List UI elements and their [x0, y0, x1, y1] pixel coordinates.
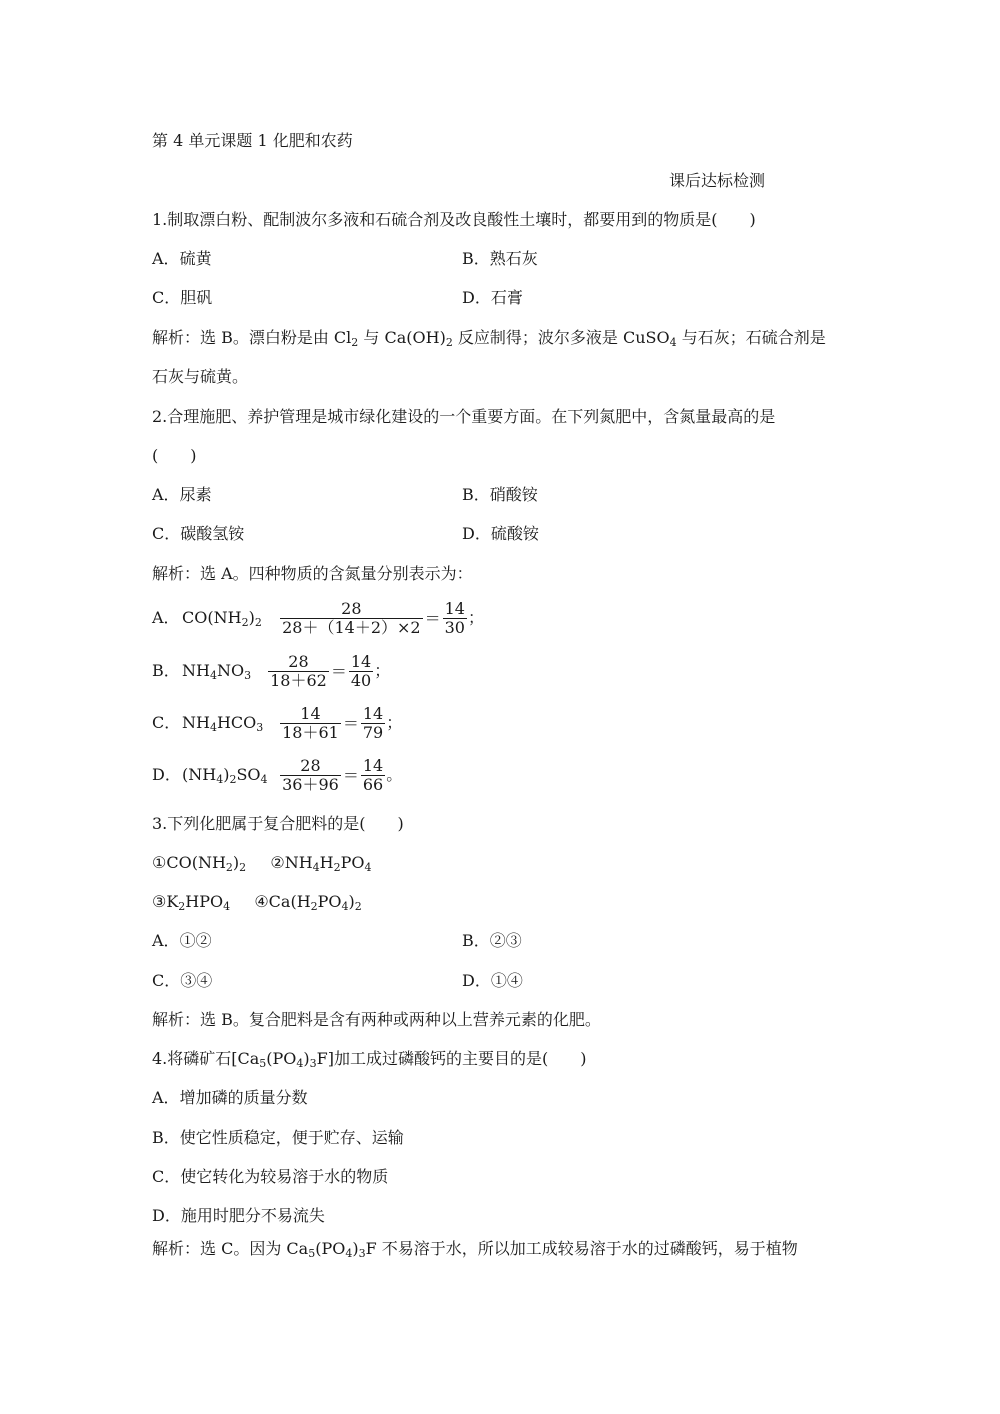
subscript: 4: [312, 861, 320, 874]
option-text: 碳酸氢铵: [180, 524, 245, 543]
q2-stem-line2: ( ): [152, 446, 197, 465]
denominator: 18＋62: [270, 671, 327, 690]
denominator: 66: [362, 775, 384, 794]
text: 与石灰；石硫合剂是: [676, 328, 826, 347]
formula-label: B．: [152, 661, 180, 680]
option-label: C．: [152, 288, 181, 307]
text: HCO: [216, 713, 257, 732]
text: (PO: [315, 1239, 346, 1258]
punctuation: ；: [386, 713, 403, 732]
option-text: 胆矾: [180, 288, 213, 307]
subscript: 4: [364, 861, 372, 874]
item-marker: ③: [152, 892, 167, 911]
text: ): [352, 1239, 359, 1258]
option-label: C．: [152, 971, 181, 990]
subscript: 2: [310, 900, 318, 913]
q2-analysis-intro: 解析：选 A。四种物质的含氮量分别表示为：: [152, 564, 473, 583]
numerator: 14: [350, 652, 372, 671]
text: F]加工成过磷酸钙的主要目的是( ): [316, 1049, 587, 1068]
subscript: 2: [239, 861, 247, 874]
subscript: 4: [345, 1247, 353, 1260]
option-label: B．: [462, 249, 490, 268]
q3-stem: 3.下列化肥属于复合肥料的是( ): [152, 814, 404, 833]
formula-name: [182, 703, 274, 743]
q3-option-c: [152, 970, 212, 992]
q4-analysis: [152, 1238, 798, 1260]
option-label: D．: [462, 288, 491, 307]
denominator: 18＋61: [282, 723, 339, 742]
punctuation: ；: [374, 661, 391, 680]
formula-label: D．: [152, 765, 181, 784]
text: PO: [317, 892, 342, 911]
subscript: 4: [223, 900, 231, 913]
subscript: 4: [341, 900, 349, 913]
text: 解析：选 B。漂白粉是由 Cl: [152, 328, 352, 347]
q1-option-c: [152, 287, 212, 309]
formula-label: A．: [152, 608, 180, 627]
option-text: ②③: [489, 931, 522, 950]
q3-option-b: [462, 930, 522, 952]
fraction: [280, 600, 423, 637]
text: NH: [182, 661, 210, 680]
q3-option-a: [152, 930, 212, 952]
equals-sign: ＝: [424, 608, 441, 628]
text: HPO: [185, 892, 224, 911]
q2-option-a: [152, 484, 212, 506]
subscript: 3: [256, 721, 264, 734]
text: H: [319, 853, 334, 872]
text: ): [248, 608, 255, 627]
option-label: C．: [152, 1167, 181, 1186]
subscript: 2: [229, 773, 237, 786]
option-label: A．: [152, 485, 180, 504]
numerator: 14: [444, 599, 465, 618]
equals-sign: ＝: [330, 661, 347, 681]
option-label: A．: [152, 931, 180, 950]
text: (PO: [266, 1049, 297, 1068]
denominator: 40: [350, 671, 372, 690]
subscript: 2: [354, 900, 362, 913]
option-text: 硫黄: [179, 249, 212, 268]
q3-analysis: 解析：选 B。复合肥料是含有两种或两种以上营养元素的化肥。: [152, 1010, 601, 1029]
option-text: 使它转化为较易溶于水的物质: [180, 1167, 389, 1186]
section-heading: 课后达标检测: [669, 171, 766, 190]
subscript: 4: [209, 669, 217, 682]
q4-option-a: [152, 1087, 308, 1109]
equals-sign: ＝: [342, 765, 359, 785]
text: Ca(H: [268, 892, 311, 911]
q1-stem: 1.制取漂白粉、配制波尔多液和石硫合剂及改良酸性土壤时，都要用到的物质是( ): [152, 210, 756, 229]
subscript: 2: [445, 336, 453, 349]
q4-stem: [152, 1048, 587, 1070]
subscript: 4: [209, 721, 217, 734]
option-label: A．: [152, 249, 180, 268]
numerator: 28: [341, 599, 362, 618]
q4-option-c: [152, 1166, 388, 1188]
subscript: 4: [216, 773, 224, 786]
denominator: 30: [444, 618, 465, 637]
formula-name: [182, 651, 262, 691]
option-label: D．: [152, 1206, 181, 1225]
text: F 不易溶于水，所以加工成较易溶于水的过磷酸钙，易于植物: [365, 1239, 798, 1258]
q3-items-line2: [152, 891, 362, 913]
text: NO: [216, 661, 245, 680]
denominator: 79: [362, 723, 384, 742]
option-text: 施用时肥分不易流失: [180, 1206, 325, 1225]
equals-sign: ＝: [342, 713, 359, 733]
q2-formula-d: [152, 755, 402, 795]
text: ): [348, 892, 355, 911]
subscript: 2: [333, 861, 341, 874]
subscript: 4: [669, 336, 677, 349]
option-text: ③④: [180, 971, 213, 990]
result-fraction: [349, 653, 373, 690]
document-title: 第 4 单元课题 1 化肥和农药: [152, 131, 353, 150]
subscript: 2: [225, 861, 233, 874]
punctuation: 。: [386, 765, 403, 784]
text: 4.将磷矿石[Ca: [152, 1049, 260, 1068]
q3-items-line1: [152, 852, 371, 874]
text: CO(NH: [166, 853, 226, 872]
q2-formula-a: [152, 598, 484, 638]
q2-option-c: [152, 523, 244, 545]
option-text: 使它性质稳定，便于贮存、运输: [179, 1128, 404, 1147]
fraction: [280, 705, 341, 742]
fraction: [280, 757, 341, 794]
q4-option-d: [152, 1205, 325, 1227]
text: 反应制得；波尔多液是 CuSO: [452, 328, 670, 347]
denominator: 28＋（14＋2）×2: [282, 618, 421, 637]
q4-option-b: [152, 1127, 404, 1149]
text: ): [223, 765, 230, 784]
text: 与 Ca(OH): [358, 328, 446, 347]
subscript: 2: [351, 336, 359, 349]
option-text: 熟石灰: [489, 249, 538, 268]
numerator: 14: [362, 704, 384, 723]
q2-option-d: [462, 523, 539, 545]
q1-option-a: [152, 248, 212, 270]
q1-option-d: [462, 287, 523, 309]
formula-name: [182, 755, 274, 795]
option-label: A．: [152, 1088, 180, 1107]
q1-analysis-line2: 石灰与硫黄。: [152, 367, 249, 386]
option-text: 硫酸铵: [490, 524, 539, 543]
text: (NH: [182, 765, 217, 784]
option-text: 硝酸铵: [489, 485, 538, 504]
option-text: ①②: [179, 931, 212, 950]
subscript: 3: [244, 669, 252, 682]
numerator: 28: [288, 652, 309, 671]
q3-option-d: [462, 970, 523, 992]
q2-stem-line1: 2.合理施肥、养护管理是城市绿化建设的一个重要方面。在下列氮肥中，含氮量最高的是: [152, 407, 776, 426]
item-marker: ④: [254, 892, 269, 911]
punctuation: ；: [467, 608, 484, 627]
option-label: B．: [462, 485, 490, 504]
numerator: 14: [300, 704, 321, 723]
subscript: 2: [254, 616, 262, 629]
option-text: ①④: [490, 971, 523, 990]
result-fraction: [443, 600, 467, 637]
item-marker: ①: [152, 853, 167, 872]
subscript: 5: [308, 1247, 316, 1260]
denominator: 36＋96: [282, 775, 339, 794]
q2-formula-b: [152, 651, 390, 691]
numerator: 28: [300, 756, 321, 775]
text: K: [166, 892, 179, 911]
option-text: 增加磷的质量分数: [179, 1088, 308, 1107]
q2-formula-c: [152, 703, 402, 743]
q1-option-b: [462, 248, 538, 270]
text: NH: [182, 713, 210, 732]
text: 解析：选 C。因为 Ca: [152, 1239, 309, 1258]
numerator: 14: [362, 756, 384, 775]
option-text: 尿素: [179, 485, 212, 504]
q2-option-b: [462, 484, 538, 506]
text: SO: [236, 765, 261, 784]
option-label: B．: [462, 931, 490, 950]
result-fraction: [361, 705, 385, 742]
option-label: D．: [462, 971, 491, 990]
subscript: 4: [296, 1057, 304, 1070]
text: ): [303, 1049, 310, 1068]
subscript: 2: [178, 900, 186, 913]
subscript: 5: [259, 1057, 267, 1070]
q1-analysis-line1: [152, 327, 826, 349]
text: NH: [284, 853, 313, 872]
result-fraction: [361, 757, 385, 794]
option-text: 石膏: [490, 288, 523, 307]
option-label: D．: [462, 524, 491, 543]
text: PO: [340, 853, 365, 872]
text: ): [232, 853, 240, 872]
option-label: C．: [152, 524, 181, 543]
subscript: 2: [241, 616, 249, 629]
item-marker: ②: [270, 853, 285, 872]
fraction: [268, 653, 329, 690]
subscript: 4: [260, 773, 268, 786]
text: CO(NH: [182, 608, 242, 627]
subscript: 3: [358, 1247, 366, 1260]
option-label: B．: [152, 1128, 180, 1147]
formula-name: [182, 598, 274, 638]
formula-label: C．: [152, 713, 181, 732]
subscript: 3: [309, 1057, 317, 1070]
